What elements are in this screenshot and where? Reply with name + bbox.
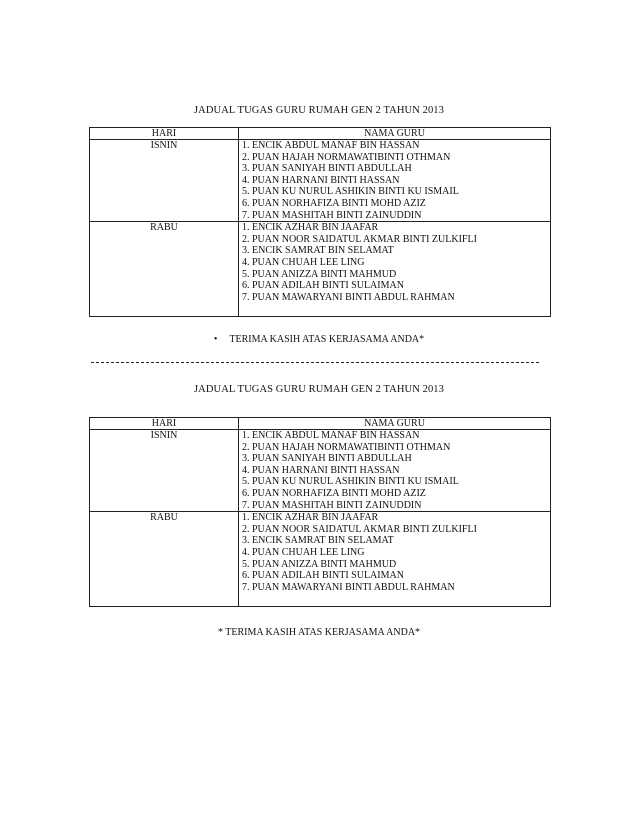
day-cell-isnin: ISNIN: [90, 430, 239, 512]
thank-you-note-2: * TERIMA KASIH ATAS KERJASAMA ANDA*: [217, 627, 421, 638]
day-cell-rabu: RABU: [90, 222, 239, 317]
teacher-name: 4. PUAN HARNANI BINTI HASSAN: [242, 464, 400, 476]
header-hari: HARI: [90, 128, 239, 140]
schedule-table-2: [89, 417, 551, 607]
table-row-rabu: [90, 512, 551, 607]
names-cell-isnin: [239, 430, 551, 512]
table-row-isnin: [90, 140, 551, 222]
schedule-title-2: JADUAL TUGAS GURU RUMAH GEN 2 TAHUN 2013: [193, 384, 444, 395]
teacher-name: 4. PUAN HARNANI BINTI HASSAN: [242, 174, 400, 186]
teacher-name: 7. PUAN MAWARYANI BINTI ABDUL RAHMAN: [242, 291, 455, 303]
teacher-name: 6. PUAN NORHAFIZA BINTI MOHD AZIZ: [242, 487, 426, 499]
teacher-name: 5. PUAN KU NURUL ASHIKIN BINTI KU ISMAIL: [242, 186, 459, 198]
teacher-name: 3. ENCIK SAMRAT BIN SELAMAT: [242, 535, 394, 547]
table-row-isnin: [90, 430, 551, 512]
thank-you-text-1: TERIMA KASIH ATAS KERJASAMA ANDA*: [229, 334, 425, 345]
teacher-name: 3. PUAN SANIYAH BINTI ABDULLAH: [242, 163, 412, 175]
schedule-table-1: [89, 127, 551, 317]
teacher-name: 4. PUAN CHUAH LEE LING: [242, 256, 365, 268]
teacher-name: 7. PUAN MASHITAH BINTI ZAINUDDIN: [242, 209, 422, 221]
teacher-name: 3. PUAN SANIYAH BINTI ABDULLAH: [242, 453, 412, 465]
teacher-name: 7. PUAN MAWARYANI BINTI ABDUL RAHMAN: [242, 581, 455, 593]
teacher-name: 1. ENCIK ABDUL MANAF BIN HASSAN: [242, 430, 420, 441]
teacher-name: 5. PUAN ANIZZA BINTI MAHMUD: [242, 558, 397, 570]
names-cell-isnin: [239, 140, 551, 222]
teacher-name: 1. ENCIK AZHAR BIN JAAFAR: [242, 222, 379, 234]
schedule-title-1: JADUAL TUGAS GURU RUMAH GEN 2 TAHUN 2013: [193, 105, 444, 116]
teacher-name: 6. PUAN ADILAH BINTI SULAIMAN: [242, 280, 404, 292]
day-cell-isnin: ISNIN: [90, 140, 239, 222]
teacher-name: 3. ENCIK SAMRAT BIN SELAMAT: [242, 245, 394, 257]
header-nama-guru: NAMA GURU: [239, 418, 551, 430]
teacher-name: 4. PUAN CHUAH LEE LING: [242, 546, 365, 558]
names-cell-rabu: [239, 512, 551, 607]
header-nama-guru: NAMA GURU: [239, 128, 551, 140]
thank-you-note-1: [0, 334, 638, 345]
teacher-name: 2. PUAN NOOR SAIDATUL AKMAR BINTI ZULKIFLI: [242, 233, 477, 245]
teacher-name: 1. ENCIK AZHAR BIN JAAFAR: [242, 512, 379, 524]
header-hari: HARI: [90, 418, 239, 430]
teacher-name: 1. ENCIK ABDUL MANAF BIN HASSAN: [242, 140, 420, 151]
teacher-name: 2. PUAN HAJAH NORMAWATIBINTI OTHMAN: [242, 441, 451, 453]
bullet-icon: •: [213, 334, 218, 345]
dashed-divider: [91, 362, 539, 363]
teacher-name: 5. PUAN KU NURUL ASHIKIN BINTI KU ISMAIL: [242, 476, 459, 488]
teacher-name: 2. PUAN HAJAH NORMAWATIBINTI OTHMAN: [242, 151, 451, 163]
table-header-row: [90, 418, 551, 430]
teacher-name: 2. PUAN NOOR SAIDATUL AKMAR BINTI ZULKIFLI: [242, 523, 477, 535]
names-cell-rabu: [239, 222, 551, 317]
teacher-name: 5. PUAN ANIZZA BINTI MAHMUD: [242, 268, 397, 280]
day-cell-rabu: RABU: [90, 512, 239, 607]
table-header-row: [90, 128, 551, 140]
teacher-name: 6. PUAN ADILAH BINTI SULAIMAN: [242, 570, 404, 582]
teacher-name: 6. PUAN NORHAFIZA BINTI MOHD AZIZ: [242, 197, 426, 209]
teacher-name: 7. PUAN MASHITAH BINTI ZAINUDDIN: [242, 499, 422, 511]
table-row-rabu: [90, 222, 551, 317]
